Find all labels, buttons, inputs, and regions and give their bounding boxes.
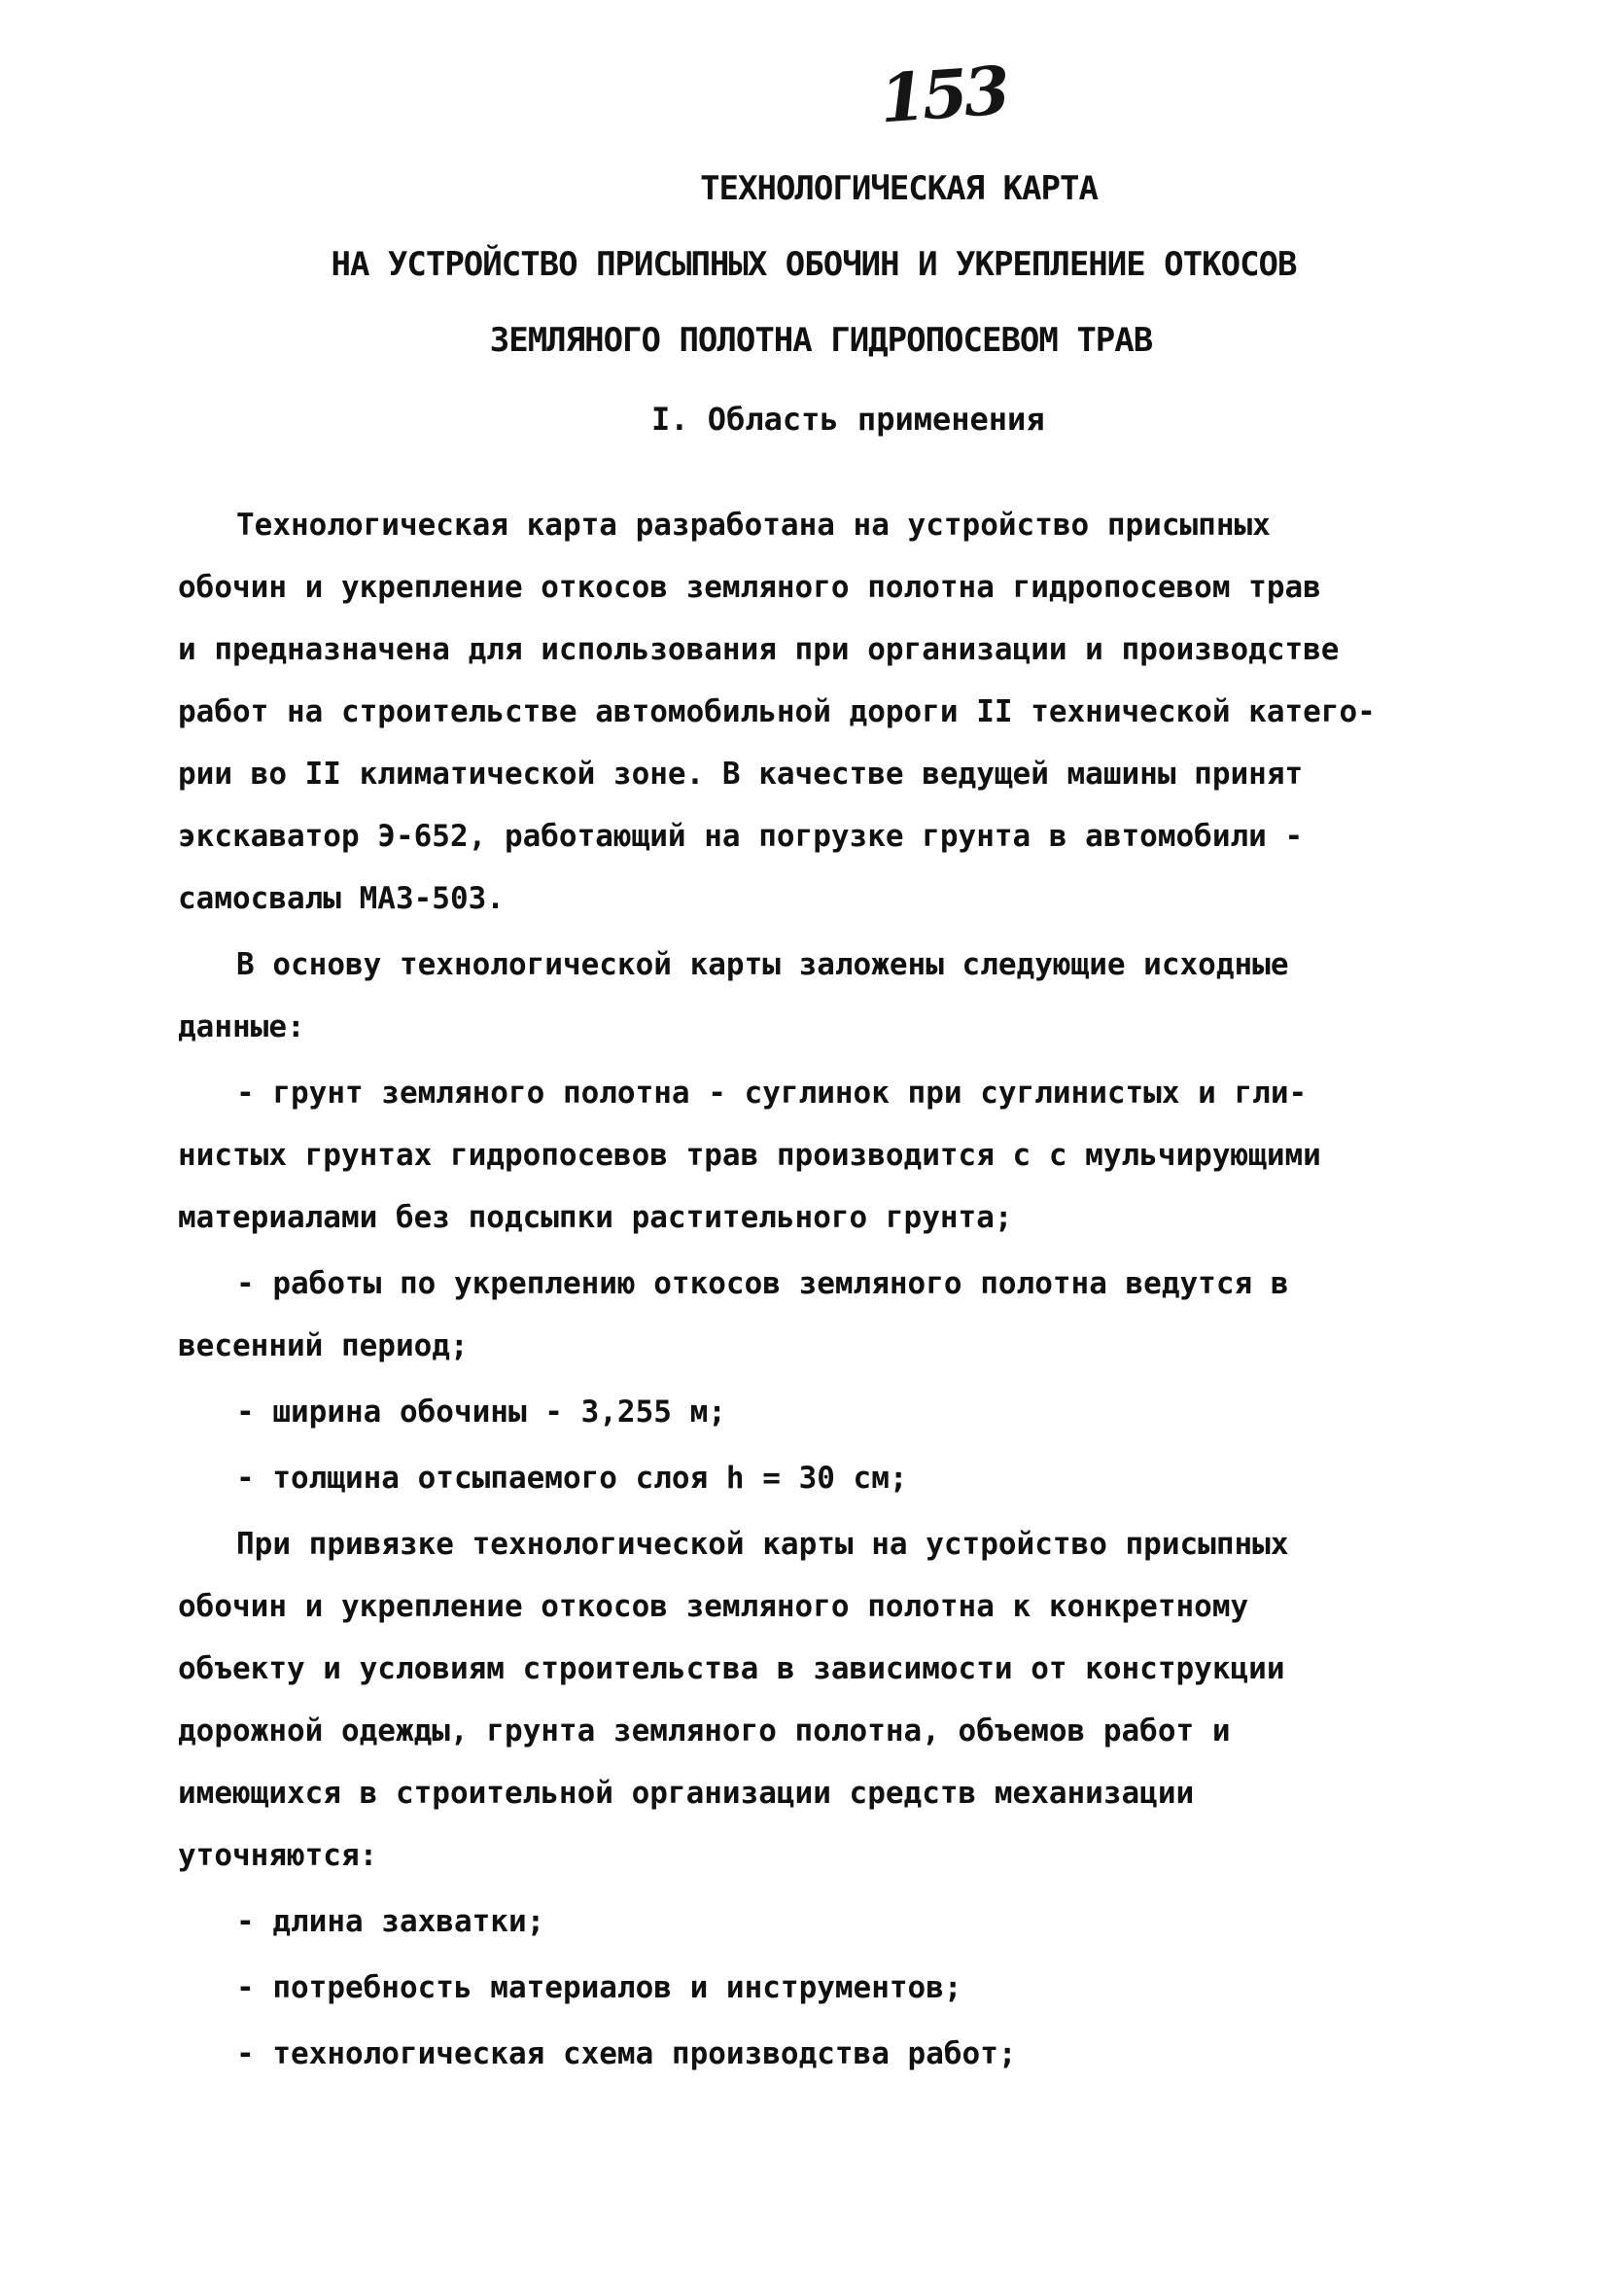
list-item: - ширина обочины - 3,255 м;	[236, 1395, 726, 1430]
list-item: - технологическая схема производства работ;	[236, 2036, 1017, 2071]
list-item: - потребность материалов и инструментов;	[236, 1970, 962, 2005]
document-title	[0, 170, 1608, 398]
title-line: НА УСТРОЙСТВО ПРИСЫПНЫХ ОБОЧИН И УКРЕПЛЕНИЕ ОТКОСОВ	[331, 245, 1297, 284]
text-line: материалами без подсыпки растительного грунта;	[178, 1200, 1013, 1235]
document-body	[178, 494, 1432, 2085]
title-line: ЗЕМЛЯНОГО ПОЛОТНА ГИДРОПОСЕВОМ ТРАВ	[489, 321, 1153, 360]
text-line: объекту и условиям строительства в зависимости от конструкции	[178, 1651, 1285, 1686]
list-item: - работы по укреплению откосов земляного полотна ведутся в	[236, 1266, 1289, 1301]
text-line: экскаватор Э-652, работающий на погрузке грунта в автомобили -	[178, 819, 1304, 854]
text-line: работ на строительстве автомобильной дороги II технической катего-	[178, 694, 1376, 729]
text-line: самосвалы МАЗ-503.	[178, 881, 505, 916]
title-line: ТЕХНОЛОГИЧЕСКАЯ КАРТА	[700, 169, 1098, 208]
text-line: обочин и укрепление откосов земляного полотна к конкретному	[178, 1589, 1249, 1624]
text-line: дорожной одежды, грунта земляного полотна, объемов работ и	[178, 1713, 1231, 1748]
text-line: уточняются:	[178, 1838, 378, 1873]
text-line: весенний период;	[178, 1328, 469, 1363]
list-item: - длина захватки;	[236, 1904, 545, 1939]
page-number: 153	[877, 52, 1009, 139]
text-line: рии во II климатической зоне. В качестве ведущей машины принят	[178, 757, 1304, 792]
text-line: имеющихся в строительной организации средств механизации	[178, 1776, 1195, 1811]
text-line: При привязке технологической карты на устройство присыпных	[236, 1527, 1289, 1562]
text-line: нистых грунтах гидропосевов трав производится с с мульчирующими	[178, 1138, 1321, 1173]
list-item: - грунт земляного полотна - суглинок при суглинистых и гли-	[236, 1076, 1308, 1111]
text-line: обочин и укрепление откосов земляного полотна гидропосевом трав	[178, 570, 1321, 605]
text-line: данные:	[178, 1009, 305, 1044]
text-line: и предназначена для использования при организации и производстве	[178, 632, 1340, 667]
text-line: В основу технологической карты заложены следующие исходные	[236, 947, 1289, 982]
text-line: Технологическая карта разработана на устройство присыпных	[236, 508, 1271, 543]
section-heading: I. Область применения	[651, 401, 1045, 438]
list-item: - толщина отсыпаемого слоя h = 30 см;	[236, 1461, 908, 1496]
